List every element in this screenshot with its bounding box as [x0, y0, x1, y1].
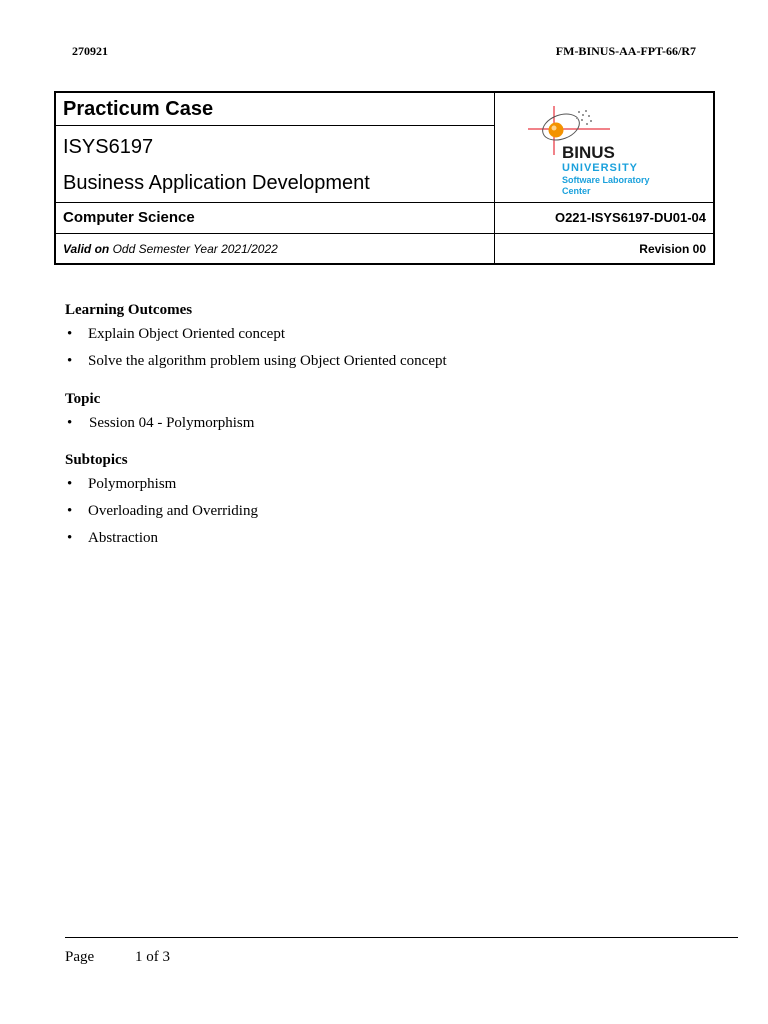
subtopics-list	[65, 474, 715, 548]
document-number: 270921	[72, 44, 108, 58]
logo-text-lab: Software Laboratory	[562, 174, 650, 185]
logo-text-university: UNIVERSITY	[562, 161, 639, 174]
topic-heading: Topic	[65, 391, 101, 407]
case-title: Practicum Case	[55, 92, 495, 126]
practicum-case-table	[54, 91, 715, 265]
course-name: Business Application Development	[63, 172, 370, 195]
logo-sphere	[549, 122, 564, 137]
revision: Revision 00	[495, 234, 715, 264]
footer-page-number: 1 of 3	[135, 949, 170, 965]
topic-list	[65, 413, 715, 433]
footer-page-label: Page	[65, 949, 95, 965]
course-cell	[55, 126, 495, 202]
learning-outcomes-heading: Learning Outcomes	[65, 302, 193, 318]
document-code: O221-ISYS6197-DU01-04	[495, 202, 715, 233]
content	[65, 300, 715, 555]
logo-text-center: Center	[562, 185, 591, 195]
list-item: • Polymorphism	[67, 476, 177, 492]
footer-divider	[65, 937, 738, 938]
binus-logo	[524, 100, 684, 195]
validity	[55, 234, 495, 264]
list-item: • Solve the algorithm problem using Object Oriented concept	[67, 353, 447, 369]
binus-logo-mark	[524, 100, 684, 195]
list-item: • Overloading and Overriding	[67, 503, 258, 519]
department: Computer Science	[55, 202, 495, 233]
logo-sphere-highlight	[552, 125, 557, 130]
logo-text-binus: BINUS	[562, 142, 615, 162]
course-code: ISYS6197	[63, 136, 154, 159]
subtopics-heading: Subtopics	[65, 452, 128, 468]
list-item: • Session 04 - Polymorphism	[67, 415, 255, 431]
list-item: • Explain Object Oriented concept	[67, 326, 286, 342]
valid-label: Valid on	[63, 241, 110, 256]
list-item: • Abstraction	[67, 530, 158, 546]
form-code: FM-BINUS-AA-FPT-66/R7	[555, 44, 696, 58]
learning-outcomes-list	[65, 324, 715, 371]
logo-cell	[495, 92, 715, 202]
logo-particles	[576, 110, 592, 125]
valid-value: Odd Semester Year 2021/2022	[112, 241, 278, 256]
